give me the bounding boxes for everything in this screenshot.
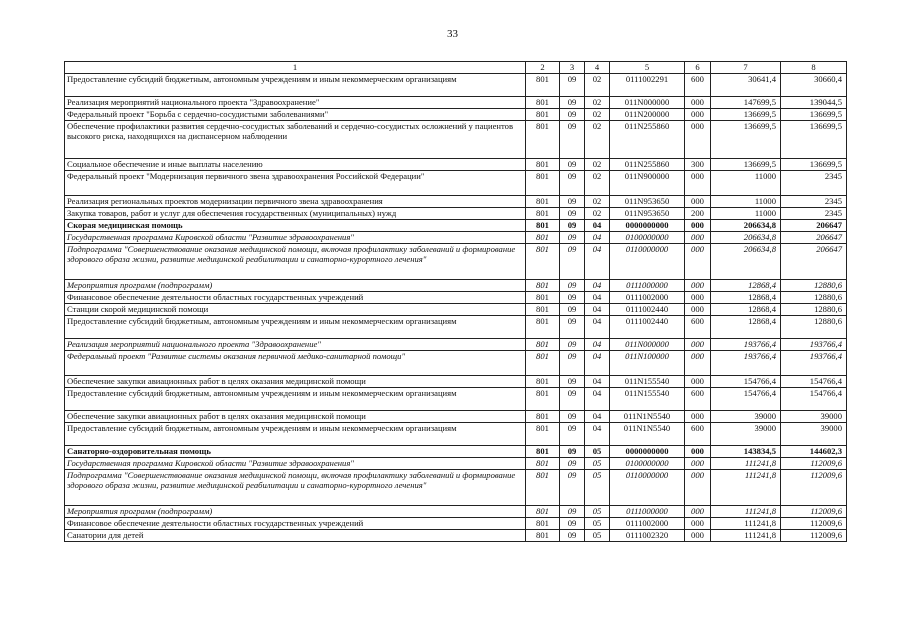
division-code-cell: 09 [560,74,585,97]
amount-year1-cell: 12868,4 [711,316,781,339]
expense-type-cell: 000 [685,446,711,458]
section-code-cell: 801 [526,376,560,388]
target-article-cell: 0110000000 [610,470,685,506]
target-article-cell: 0100000000 [610,458,685,470]
section-code-cell: 801 [526,159,560,171]
row-name-cell: Федеральный проект "Модернизация первичного звена здравоохранения Российской Федерации" [65,171,526,196]
amount-year1-cell: 111241,8 [711,530,781,542]
section-code-cell: 801 [526,470,560,506]
section-code-cell: 801 [526,304,560,316]
amount-year1-cell: 111241,8 [711,518,781,530]
amount-year1-cell: 12868,4 [711,292,781,304]
section-code-cell: 801 [526,292,560,304]
row-name-cell: Мероприятия программ (подпрограмм) [65,280,526,292]
subdivision-code-cell: 02 [585,121,610,159]
target-article-cell: 0111002000 [610,292,685,304]
expense-type-cell: 000 [685,196,711,208]
table-row [65,316,847,339]
amount-year1-cell: 136699,5 [711,159,781,171]
row-name-cell: Реализация мероприятий национального проекта "Здравоохранение" [65,339,526,351]
table-row [65,159,847,171]
subdivision-code-cell: 05 [585,446,610,458]
target-article-cell: 0111000000 [610,280,685,292]
row-name-cell: Санатории для детей [65,530,526,542]
table-row [65,171,847,196]
division-code-cell: 09 [560,351,585,376]
subdivision-code-cell: 02 [585,109,610,121]
row-name-cell: Обеспечение закупки авиационных работ в целях оказания медицинской помощи [65,411,526,423]
row-name-cell: Предоставление субсидий бюджетным, автономным учреждениям и иным некоммерческим организациям [65,423,526,446]
amount-year2-cell: 12880,6 [781,292,847,304]
section-code-cell: 801 [526,220,560,232]
target-article-cell: 011N1N5540 [610,423,685,446]
subdivision-code-cell: 04 [585,292,610,304]
amount-year2-cell: 206647 [781,232,847,244]
amount-year2-cell: 112009,6 [781,470,847,506]
table-row [65,304,847,316]
row-name-cell: Санаторно-оздоровительная помощь [65,446,526,458]
row-name-cell: Предоставление субсидий бюджетным, автономным учреждениям и иным некоммерческим организациям [65,316,526,339]
division-code-cell: 09 [560,470,585,506]
section-code-cell: 801 [526,280,560,292]
row-name-cell: Федеральный проект "Развитие системы оказания первичной медико-санитарной помощи" [65,351,526,376]
division-code-cell: 09 [560,388,585,411]
row-name-cell: Подпрограмма "Совершенствование оказания медицинской помощи, включая профилактику заболеваний и формирование здорового образа жизни, развитие медицинской реабилитации и санаторно-курортного лечения" [65,470,526,506]
amount-year1-cell: 111241,8 [711,458,781,470]
amount-year2-cell: 154766,4 [781,388,847,411]
section-code-cell: 801 [526,244,560,280]
division-code-cell: 09 [560,292,585,304]
amount-year2-cell: 12880,6 [781,304,847,316]
amount-year2-cell: 206647 [781,244,847,280]
amount-year1-cell: 12868,4 [711,280,781,292]
row-name-cell: Государственная программа Кировской области "Развитие здравоохранения" [65,458,526,470]
section-code-cell: 801 [526,518,560,530]
row-name-cell: Реализация региональных проектов модернизации первичного звена здравоохранения [65,196,526,208]
division-code-cell: 09 [560,376,585,388]
subdivision-code-cell: 04 [585,351,610,376]
section-code-cell: 801 [526,208,560,220]
amount-year1-cell: 154766,4 [711,376,781,388]
table-row [65,339,847,351]
row-name-cell: Предоставление субсидий бюджетным, автономным учреждениям и иным некоммерческим организациям [65,388,526,411]
expense-type-cell: 000 [685,351,711,376]
amount-year1-cell: 11000 [711,196,781,208]
header-cell: 2 [526,62,560,74]
amount-year2-cell: 2345 [781,196,847,208]
expense-type-cell: 000 [685,411,711,423]
expense-type-cell: 600 [685,423,711,446]
table-row [65,530,847,542]
table-row [65,74,847,97]
target-article-cell: 011N000000 [610,97,685,109]
amount-year1-cell: 39000 [711,423,781,446]
subdivision-code-cell: 04 [585,316,610,339]
division-code-cell: 09 [560,339,585,351]
division-code-cell: 09 [560,411,585,423]
expense-type-cell: 000 [685,121,711,159]
amount-year2-cell: 2345 [781,208,847,220]
expense-type-cell: 000 [685,171,711,196]
subdivision-code-cell: 05 [585,518,610,530]
table-row [65,97,847,109]
target-article-cell: 011N953650 [610,196,685,208]
subdivision-code-cell: 04 [585,339,610,351]
amount-year2-cell: 136699,5 [781,121,847,159]
division-code-cell: 09 [560,171,585,196]
division-code-cell: 09 [560,220,585,232]
division-code-cell: 09 [560,208,585,220]
target-article-cell: 011N900000 [610,171,685,196]
expense-type-cell: 600 [685,316,711,339]
section-code-cell: 801 [526,446,560,458]
expense-type-cell: 000 [685,376,711,388]
table-row [65,423,847,446]
target-article-cell: 0110000000 [610,244,685,280]
subdivision-code-cell: 02 [585,159,610,171]
amount-year2-cell: 112009,6 [781,506,847,518]
row-name-cell: Финансовое обеспечение деятельности областных государственных учреждений [65,518,526,530]
target-article-cell: 011N953650 [610,208,685,220]
target-article-cell: 0111002440 [610,304,685,316]
division-code-cell: 09 [560,304,585,316]
expense-type-cell: 600 [685,388,711,411]
row-name-cell: Финансовое обеспечение деятельности областных государственных учреждений [65,292,526,304]
table-row [65,280,847,292]
division-code-cell: 09 [560,458,585,470]
section-code-cell: 801 [526,97,560,109]
row-name-cell: Обеспечение профилактики развития сердечно-сосудистых заболеваний и сердечно-сосудистых осложнений у пациентов высокого риска, находящихся на диспансерном наблюдении [65,121,526,159]
amount-year2-cell: 136699,5 [781,159,847,171]
table-row [65,446,847,458]
amount-year1-cell: 154766,4 [711,388,781,411]
section-code-cell: 801 [526,423,560,446]
target-article-cell: 011N255860 [610,121,685,159]
amount-year1-cell: 30641,4 [711,74,781,97]
row-name-cell: Мероприятия программ (подпрограмм) [65,506,526,518]
amount-year2-cell: 193766,4 [781,339,847,351]
amount-year2-cell: 112009,6 [781,530,847,542]
subdivision-code-cell: 04 [585,304,610,316]
row-name-cell: Закупка товаров, работ и услуг для обеспечения государственных (муниципальных) нужд [65,208,526,220]
division-code-cell: 09 [560,518,585,530]
header-cell: 5 [610,62,685,74]
expense-type-cell: 000 [685,244,711,280]
amount-year1-cell: 111241,8 [711,470,781,506]
header-cell: 6 [685,62,711,74]
expense-type-cell: 000 [685,304,711,316]
target-article-cell: 011N100000 [610,351,685,376]
subdivision-code-cell: 04 [585,388,610,411]
table-row [65,351,847,376]
expense-type-cell: 600 [685,74,711,97]
table-row [65,109,847,121]
amount-year1-cell: 206634,8 [711,232,781,244]
row-name-cell: Социальное обеспечение и иные выплаты населению [65,159,526,171]
target-article-cell: 0111000000 [610,506,685,518]
subdivision-code-cell: 04 [585,280,610,292]
target-article-cell: 011N155540 [610,388,685,411]
expense-type-cell: 000 [685,220,711,232]
division-code-cell: 09 [560,506,585,518]
header-cell: 7 [711,62,781,74]
amount-year1-cell: 11000 [711,171,781,196]
section-code-cell: 801 [526,530,560,542]
amount-year1-cell: 193766,4 [711,339,781,351]
table-row [65,244,847,280]
expense-type-cell: 000 [685,506,711,518]
amount-year2-cell: 154766,4 [781,376,847,388]
amount-year1-cell: 111241,8 [711,506,781,518]
amount-year1-cell: 143834,5 [711,446,781,458]
amount-year1-cell: 147699,5 [711,97,781,109]
section-code-cell: 801 [526,316,560,339]
table-header-row [65,62,847,74]
amount-year2-cell: 30660,4 [781,74,847,97]
header-cell: 8 [781,62,847,74]
section-code-cell: 801 [526,411,560,423]
section-code-cell: 801 [526,196,560,208]
table-row [65,518,847,530]
subdivision-code-cell: 02 [585,196,610,208]
section-code-cell: 801 [526,109,560,121]
table-row [65,220,847,232]
table-row [65,292,847,304]
amount-year2-cell: 39000 [781,423,847,446]
division-code-cell: 09 [560,159,585,171]
table-row [65,196,847,208]
expense-type-cell: 000 [685,280,711,292]
table-row [65,376,847,388]
amount-year1-cell: 39000 [711,411,781,423]
row-name-cell: Станции скорой медицинской помощи [65,304,526,316]
amount-year2-cell: 12880,6 [781,280,847,292]
subdivision-code-cell: 02 [585,97,610,109]
header-cell: 4 [585,62,610,74]
table-row [65,458,847,470]
expense-type-cell: 000 [685,97,711,109]
subdivision-code-cell: 05 [585,470,610,506]
amount-year2-cell: 112009,6 [781,458,847,470]
section-code-cell: 801 [526,121,560,159]
section-code-cell: 801 [526,458,560,470]
subdivision-code-cell: 05 [585,506,610,518]
table-row [65,506,847,518]
section-code-cell: 801 [526,74,560,97]
row-name-cell: Реализация мероприятий национального проекта "Здравоохранение" [65,97,526,109]
division-code-cell: 09 [560,244,585,280]
expense-type-cell: 300 [685,159,711,171]
amount-year1-cell: 11000 [711,208,781,220]
division-code-cell: 09 [560,530,585,542]
subdivision-code-cell: 04 [585,232,610,244]
section-code-cell: 801 [526,339,560,351]
section-code-cell: 801 [526,232,560,244]
division-code-cell: 09 [560,97,585,109]
amount-year2-cell: 193766,4 [781,351,847,376]
amount-year2-cell: 2345 [781,171,847,196]
table-row [65,232,847,244]
target-article-cell: 011N1N5540 [610,411,685,423]
division-code-cell: 09 [560,280,585,292]
expense-type-cell: 000 [685,470,711,506]
expense-type-cell: 000 [685,530,711,542]
amount-year2-cell: 39000 [781,411,847,423]
row-name-cell: Государственная программа Кировской области "Развитие здравоохранения" [65,232,526,244]
table-row [65,470,847,506]
subdivision-code-cell: 05 [585,530,610,542]
row-name-cell: Предоставление субсидий бюджетным, автономным учреждениям и иным некоммерческим организациям [65,74,526,97]
expense-type-cell: 000 [685,518,711,530]
section-code-cell: 801 [526,171,560,196]
target-article-cell: 011N200000 [610,109,685,121]
amount-year2-cell: 139044,5 [781,97,847,109]
amount-year1-cell: 193766,4 [711,351,781,376]
division-code-cell: 09 [560,232,585,244]
subdivision-code-cell: 02 [585,208,610,220]
subdivision-code-cell: 04 [585,220,610,232]
expense-type-cell: 000 [685,458,711,470]
amount-year1-cell: 12868,4 [711,304,781,316]
table-row [65,411,847,423]
amount-year2-cell: 206647 [781,220,847,232]
subdivision-code-cell: 05 [585,458,610,470]
table-row [65,388,847,411]
subdivision-code-cell: 02 [585,171,610,196]
budget-table [64,61,847,542]
expense-type-cell: 000 [685,232,711,244]
amount-year2-cell: 136699,5 [781,109,847,121]
target-article-cell: 0111002291 [610,74,685,97]
row-name-cell: Скорая медицинская помощь [65,220,526,232]
amount-year1-cell: 206634,8 [711,244,781,280]
header-cell: 3 [560,62,585,74]
subdivision-code-cell: 04 [585,411,610,423]
target-article-cell: 0111002320 [610,530,685,542]
section-code-cell: 801 [526,506,560,518]
page-number: 33 [447,28,458,40]
target-article-cell: 0000000000 [610,446,685,458]
division-code-cell: 09 [560,446,585,458]
target-article-cell: 011N000000 [610,339,685,351]
subdivision-code-cell: 04 [585,376,610,388]
amount-year2-cell: 12880,6 [781,316,847,339]
division-code-cell: 09 [560,196,585,208]
header-cell: 1 [65,62,526,74]
target-article-cell: 011N155540 [610,376,685,388]
subdivision-code-cell: 04 [585,423,610,446]
division-code-cell: 09 [560,423,585,446]
division-code-cell: 09 [560,121,585,159]
section-code-cell: 801 [526,388,560,411]
table-row [65,121,847,159]
target-article-cell: 011N255860 [610,159,685,171]
table-row [65,208,847,220]
expense-type-cell: 200 [685,208,711,220]
subdivision-code-cell: 04 [585,244,610,280]
section-code-cell: 801 [526,351,560,376]
target-article-cell: 0111002000 [610,518,685,530]
division-code-cell: 09 [560,109,585,121]
row-name-cell: Обеспечение закупки авиационных работ в целях оказания медицинской помощи [65,376,526,388]
amount-year2-cell: 112009,6 [781,518,847,530]
subdivision-code-cell: 02 [585,74,610,97]
amount-year2-cell: 144602,3 [781,446,847,458]
row-name-cell: Федеральный проект "Борьба с сердечно-сосудистыми заболеваниями" [65,109,526,121]
amount-year1-cell: 136699,5 [711,121,781,159]
expense-type-cell: 000 [685,339,711,351]
row-name-cell: Подпрограмма "Совершенствование оказания медицинской помощи, включая профилактику заболеваний и формирование здорового образа жизни, развитие медицинской реабилитации и санаторно-курортного лечения" [65,244,526,280]
expense-type-cell: 000 [685,109,711,121]
amount-year1-cell: 136699,5 [711,109,781,121]
amount-year1-cell: 206634,8 [711,220,781,232]
division-code-cell: 09 [560,316,585,339]
expense-type-cell: 000 [685,292,711,304]
target-article-cell: 0000000000 [610,220,685,232]
target-article-cell: 0111002440 [610,316,685,339]
target-article-cell: 0100000000 [610,232,685,244]
